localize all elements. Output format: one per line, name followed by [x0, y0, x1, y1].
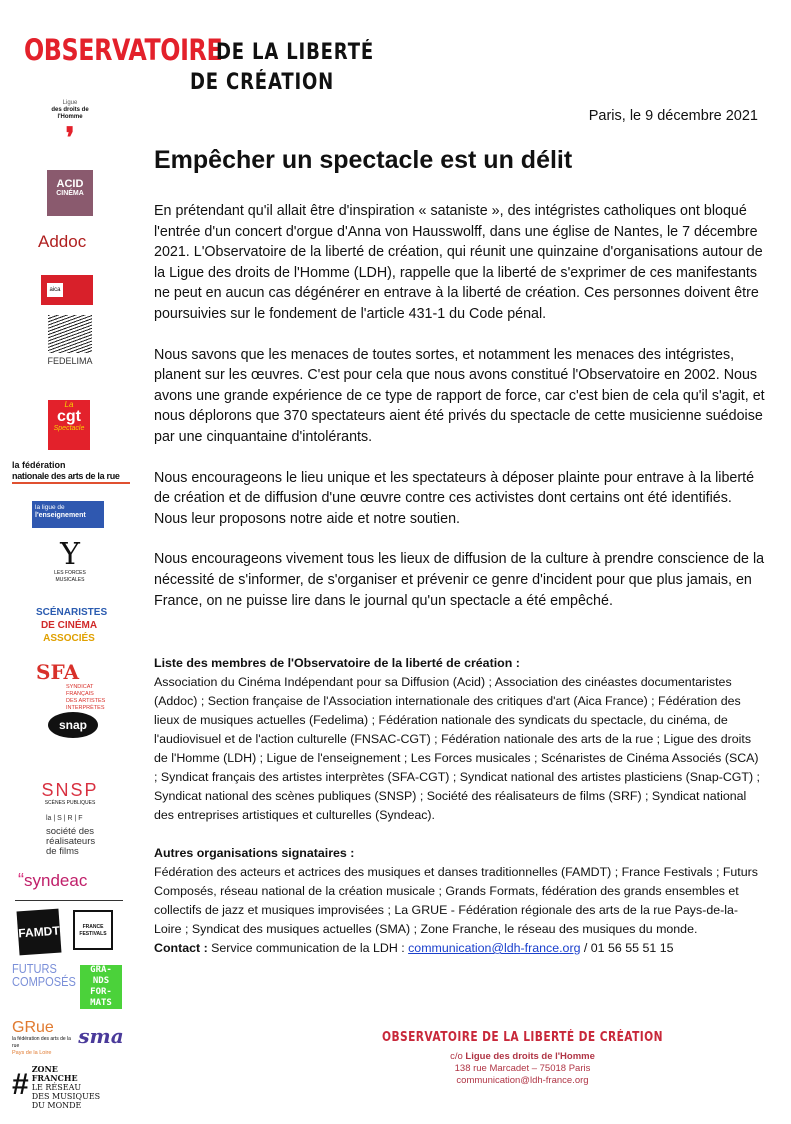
cgt-logo: La cgt Spectacle — [48, 400, 90, 450]
famdt-logo: FAMDT — [17, 909, 62, 956]
footer-brand: OBSERVATOIRE DE LA LIBERTÉ DE CRÉATION — [382, 1030, 663, 1045]
divider — [15, 900, 123, 901]
body-text — [154, 201, 766, 631]
brand-red-text: OBSERVATOIRE — [24, 33, 223, 67]
snap-cgt-logo: snap CGT — [48, 712, 98, 738]
zone-franche-logo: # ZONE FRANCHE LE RÉSEAU DES MUSIQUES DU MONDE — [12, 1064, 101, 1110]
futurs-composes-logo: FUTURS COMPOSÉS — [12, 961, 76, 989]
paragraph: Nous encourageons le lieu unique et les spectateurs à déposer plainte pour entrave à la liberté de création et de diffusion d'une œuvre contre ces activistes dont certains ont été identifiés. Nous leur proposons notre aide et notre soutien. — [154, 469, 755, 527]
ldh-logo: Ligue des droits de l'Homme ❜ — [51, 100, 89, 153]
contact-email-link[interactable]: communication@ldh-france.org — [408, 941, 581, 955]
footer — [380, 1030, 665, 1087]
sma-logo: sma — [78, 1024, 124, 1048]
aica-logo: aica — [41, 275, 93, 305]
grue-logo: GRue la fédération des arts de la rue Pays de la Loire — [12, 1019, 71, 1056]
footer-org: Ligue des droits de l'Homme — [465, 1051, 595, 1062]
footer-email: communication@ldh-france.org — [456, 1075, 589, 1086]
arts-de-la-rue-logo: la fédération nationale des arts de la rue — [12, 460, 130, 484]
snsp-logo: SNSP SCÈNES PUBLIQUES — [41, 780, 99, 806]
brand-line-1: DE LA LIBERTÉ — [216, 40, 374, 65]
ligue-enseignement-logo: la ligue de l'enseignement — [32, 501, 104, 528]
signatories-list: Fédération des acteurs et actrices des musiques et danses traditionnelles (FAMDT) ; France Festivals ; Futurs Composés, réseau national de la création musicale ; Grands Formats, fédération des grands ensembles et collectifs de jazz et musiques improvisées ; La GRUE - Fédération régionale des arts de la rue Pays-de-la-Loire ; Syndicat des musiques actuelles (SMA) ; Zone Franche, le réseau des musiques du monde. — [154, 865, 758, 936]
grands-formats-logo: GRA- NDS FOR- MATS — [80, 965, 122, 1009]
contact-text: Service communication de la LDH : — [207, 941, 409, 955]
forces-musicales-logo: Y LES FORCES MUSICALES — [54, 537, 86, 583]
srf-logo: la | S | R | F société des réalisateurs de films — [46, 815, 96, 857]
addoc-logo: Addoc — [38, 232, 87, 251]
footer-address: 138 rue Marcadet – 75018 Paris — [454, 1063, 591, 1074]
syndeac-logo: “syndeac — [18, 870, 88, 890]
sca-logo: SCÉNARISTES DE CINÉMA ASSOCIÉS — [36, 607, 108, 644]
contact-label: Contact : — [154, 941, 208, 955]
sfa-logo: SFA SYNDICAT FRANÇAIS DES ARTISTES INTERPRÈTES — [36, 660, 106, 711]
france-festivals-logo: FRANCE FESTIVALS — [73, 910, 113, 950]
paragraph: Nous encourageons vivement tous les lieux de diffusion de la culture à prendre conscience de la nécessité de s'informer, de s'organiser et prévenir ce genre d'incident pour que plus jamais, en France, on ne puisse lire dans le journal qu'un spectacle a été empêché. — [154, 551, 765, 609]
page-title: Empêcher un spectacle est un délit — [154, 146, 573, 174]
contact-line — [154, 939, 764, 958]
signatories-heading: Autres organisations signataires : — [154, 846, 355, 860]
brand-line-2: DE CRÉATION — [190, 70, 335, 95]
paragraph: En prétendant qu'il allait être d'inspiration « sataniste », des intégristes catholiques ont bloqué l'entrée d'un concert d'orgue d'Anna von Hausswolff, dans une église de Nantes, le 7 décembre 2021. L'Observatoire de la liberté de création, qui réunit une quinzaine d'organisations autour de la Ligue des droits de l'Homme (LDH), rappelle que la liberté de s'exprimer de ces manifestants ne peut en aucun cas dégénérer en entrave à la liberté de création. Ces personnes doivent être poursuivies sur le fondement de l'article 431-1 du Code pénal. — [154, 203, 763, 322]
members-list: Association du Cinéma Indépendant pour sa Diffusion (Acid) ; Association des cinéastes documentaristes (Addoc) ; Section française de l'Association internationale des critiques d'art (Aica France) ; Fédération des lieux de musiques actuelles (Fedelima) ; Fédération nationale des syndicats du spectacle, du cinéma, de l'audiovisuel et de l'action culturelle (FNSAC-CGT) ; Fédération nationale des arts de la rue ; Ligue des droits de l'Homme (LDH) ; Ligue de l'enseignement ; Les Forces musicales ; Scénaristes de Cinéma Associés (SCA) ; Syndicat français des artistes interprètes (SFA-CGT) ; Syndicat national des artistes plasticiens (Snap-CGT) ; Syndicat national des scènes publiques (SNSP) ; Société des réalisateurs de films (SRF) ; Syndicat national des entreprises artistiques et culturelles (Syndeac). — [154, 675, 760, 822]
date: Paris, le 9 décembre 2021 — [588, 108, 758, 124]
members-section — [154, 654, 764, 958]
paragraph: Nous savons que les menaces de toutes sortes, et notamment les menaces des intégristes, planent sur les œuvres. C'est pour cela que nous avons constitué l'Observatoire en 2002. Nous avons une grande expérience de ce type de rapport de force, car c'est bien de cela qu'il s'agit, et nous déplorons que 370 spectateurs aient été privés du spectacle de cette musicienne suédoise par une cinquantaine d'intolérants. — [154, 346, 765, 445]
fedelima-logo: FEDELIMA — [40, 315, 100, 366]
footer-co: c/o — [450, 1051, 466, 1062]
acid-logo: ACID CINÉMA — [47, 170, 93, 216]
contact-phone: / 01 56 55 51 15 — [580, 941, 674, 955]
members-heading: Liste des membres de l'Observatoire de la liberté de création : — [154, 656, 520, 670]
